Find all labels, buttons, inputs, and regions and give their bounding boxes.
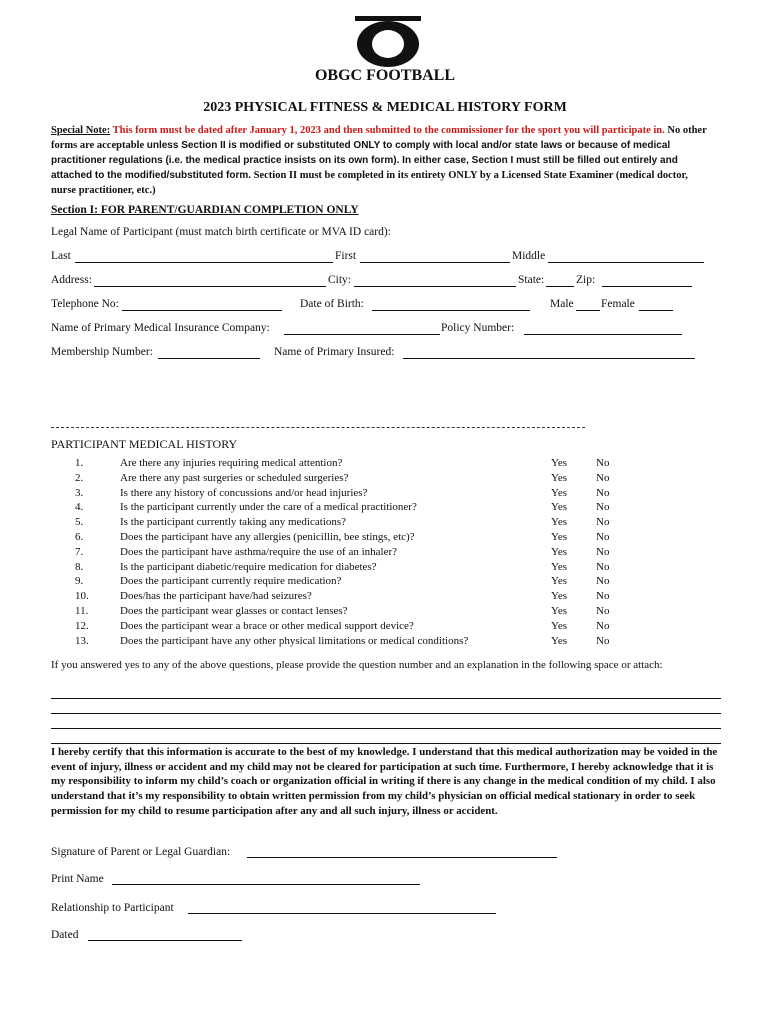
yes-option[interactable]: Yes xyxy=(551,545,568,558)
question-number: 11. xyxy=(75,605,89,617)
dated-field[interactable] xyxy=(88,940,242,941)
explanation-line-2[interactable] xyxy=(51,713,721,714)
no-option[interactable]: No xyxy=(596,634,610,647)
signature-label: Signature of Parent or Legal Guardian: xyxy=(51,846,231,858)
question-number: 4. xyxy=(75,501,84,514)
first-name-label: First xyxy=(335,250,357,262)
medical-history-title: PARTICIPANT MEDICAL HISTORY xyxy=(51,437,238,451)
yes-option[interactable]: Yes xyxy=(551,486,568,499)
no-option[interactable]: No xyxy=(596,560,610,573)
first-name-field[interactable] xyxy=(360,262,510,263)
form-title: 2023 PHYSICAL FITNESS & MEDICAL HISTORY FORM xyxy=(203,100,567,115)
question-number: 7. xyxy=(75,545,84,558)
question-number: 3. xyxy=(75,486,84,499)
zip-field[interactable] xyxy=(602,286,692,287)
state-label: State: xyxy=(518,274,545,286)
question-text: Are there any past surgeries or scheduled surgeries? xyxy=(120,471,349,484)
zip-label: Zip: xyxy=(576,274,596,286)
telephone-label: Telephone No: xyxy=(51,298,119,310)
question-number: 9. xyxy=(75,575,84,588)
explanation-line-1[interactable] xyxy=(51,698,721,699)
question-text: Does the participant wear glasses or contact lenses? xyxy=(120,605,348,617)
middle-name-field[interactable] xyxy=(548,262,704,263)
female-field[interactable] xyxy=(639,310,673,311)
yes-option[interactable]: Yes xyxy=(551,501,568,514)
no-option[interactable]: No xyxy=(596,457,610,469)
membership-number-label: Membership Number: xyxy=(51,346,153,358)
yes-option[interactable]: Yes xyxy=(551,619,568,632)
oregon-o-logo xyxy=(355,16,421,68)
question-number: 8. xyxy=(75,560,84,573)
legal-name-label: Legal Name of Participant (must match birth certificate or MVA ID card): xyxy=(51,226,391,238)
print-name-label: Print Name xyxy=(51,873,104,885)
no-option[interactable]: No xyxy=(596,590,610,603)
male-field[interactable] xyxy=(576,310,600,311)
yes-option[interactable]: Yes xyxy=(551,457,568,469)
relationship-field[interactable] xyxy=(188,913,496,914)
last-name-field[interactable] xyxy=(75,262,333,263)
special-note-label: Special Note: xyxy=(51,125,111,136)
dob-label: Date of Birth: xyxy=(300,298,364,310)
no-option[interactable]: No xyxy=(596,516,610,529)
question-number: 6. xyxy=(75,531,84,543)
address-field[interactable] xyxy=(94,286,326,287)
dashed-divider xyxy=(51,427,585,428)
explain-instructions: If you answered yes to any of the above questions, please provide the question number and an explanation in the following space or attach: xyxy=(51,659,663,671)
membership-number-field[interactable] xyxy=(158,358,260,359)
male-label: Male xyxy=(550,298,574,310)
special-note-part1: No other forms are acceptable xyxy=(51,125,707,151)
no-option[interactable]: No xyxy=(596,471,610,484)
yes-option[interactable]: Yes xyxy=(551,605,568,617)
question-text: Does the participant currently require medication? xyxy=(120,575,342,588)
last-name-label: Last xyxy=(51,250,71,262)
special-note-part3: Section II must be completed in its entirety ONLY by a Licensed State Examiner (medical doctor, nurse practitioner, etc.) xyxy=(51,170,688,196)
special-note-part2: unless Section II is modified or substituted ONLY to comply with local and/or state laws or because of medical practitioner regulations (i.e. the medical practice insists on its own form). In either case, Section I must still be filled out entirely and attached to the modified/substituted form. xyxy=(51,140,678,181)
no-option[interactable]: No xyxy=(596,619,610,632)
policy-number-field[interactable] xyxy=(524,334,682,335)
primary-insured-label: Name of Primary Insured: xyxy=(274,346,395,358)
explanation-line-3[interactable] xyxy=(51,728,721,729)
no-option[interactable]: No xyxy=(596,575,610,588)
primary-insured-field[interactable] xyxy=(403,358,695,359)
insurance-company-label: Name of Primary Medical Insurance Company: xyxy=(51,322,270,334)
yes-option[interactable]: Yes xyxy=(551,516,568,529)
yes-option[interactable]: Yes xyxy=(551,634,568,647)
print-name-field[interactable] xyxy=(112,884,420,885)
question-number: 1. xyxy=(75,457,84,469)
yes-option[interactable]: Yes xyxy=(551,471,568,484)
no-option[interactable]: No xyxy=(596,531,610,543)
dated-label: Dated xyxy=(51,929,79,941)
question-number: 5. xyxy=(75,516,84,529)
special-note xyxy=(51,123,711,198)
insurance-company-field[interactable] xyxy=(284,334,440,335)
address-label: Address: xyxy=(51,274,92,286)
yes-option[interactable]: Yes xyxy=(551,590,568,603)
question-text: Is the participant currently taking any medications? xyxy=(120,516,347,529)
no-option[interactable]: No xyxy=(596,501,610,514)
signature-field[interactable] xyxy=(247,857,557,858)
question-number: 10. xyxy=(75,590,89,603)
city-label: City: xyxy=(328,274,352,286)
dob-field[interactable] xyxy=(372,310,530,311)
question-text: Does the participant have any other physical limitations or medical conditions? xyxy=(120,634,469,647)
special-note-red-text: This form must be dated after January 1, 2023 and then submitted to the commissioner for the sport you will participate in. xyxy=(112,125,665,136)
question-number: 13. xyxy=(75,634,89,647)
question-text: Is there any history of concussions and/or head injuries? xyxy=(120,486,368,499)
question-text: Does the participant have any allergies (penicillin, bee stings, etc)? xyxy=(120,531,415,543)
question-number: 12. xyxy=(75,619,89,632)
question-text: Are there any injuries requiring medical attention? xyxy=(120,457,343,469)
question-text: Does/has the participant have/had seizures? xyxy=(120,590,312,603)
no-option[interactable]: No xyxy=(596,605,610,617)
telephone-field[interactable] xyxy=(122,310,282,311)
policy-number-label: Policy Number: xyxy=(441,322,515,334)
female-label: Female xyxy=(601,298,635,310)
no-option[interactable]: No xyxy=(596,486,610,499)
city-field[interactable] xyxy=(354,286,516,287)
no-option[interactable]: No xyxy=(596,545,610,558)
question-text: Does the participant have asthma/require the use of an inhaler? xyxy=(120,545,398,558)
state-field[interactable] xyxy=(546,286,574,287)
relationship-label: Relationship to Participant xyxy=(51,902,174,914)
question-text: Is the participant currently under the care of a medical practitioner? xyxy=(120,501,417,514)
question-text: Is the participant diabetic/require medication for diabetes? xyxy=(120,560,377,573)
middle-name-label: Middle xyxy=(512,250,546,262)
question-number: 2. xyxy=(75,471,84,484)
yes-option[interactable]: Yes xyxy=(551,575,568,588)
question-text: Does the participant wear a brace or other medical support device? xyxy=(120,619,414,632)
certification-text: I hereby certify that this information is accurate to the best of my knowledge. I understand that this medical authorization may be voided in the event of injury, illness or accident and my child may not be cleared for participation at such time. Furthermore, I hereby acknowledge that it is my responsibility to inform my child’s coach or organization official in writing if there is any change in the medical condition of my child. I also understand that it’s my responsibility to obtain written permission from my child’s physician on official medical stationary in order to seek permission for my child to resume participation after any and all such injury, illness or accident. xyxy=(51,746,718,817)
explanation-line-4[interactable] xyxy=(51,743,721,744)
org-name: OBGC FOOTBALL xyxy=(314,67,456,84)
section1-title: Section I: FOR PARENT/GUARDIAN COMPLETION ONLY xyxy=(51,204,359,216)
yes-option[interactable]: Yes xyxy=(551,560,568,573)
yes-option[interactable]: Yes xyxy=(551,531,568,543)
